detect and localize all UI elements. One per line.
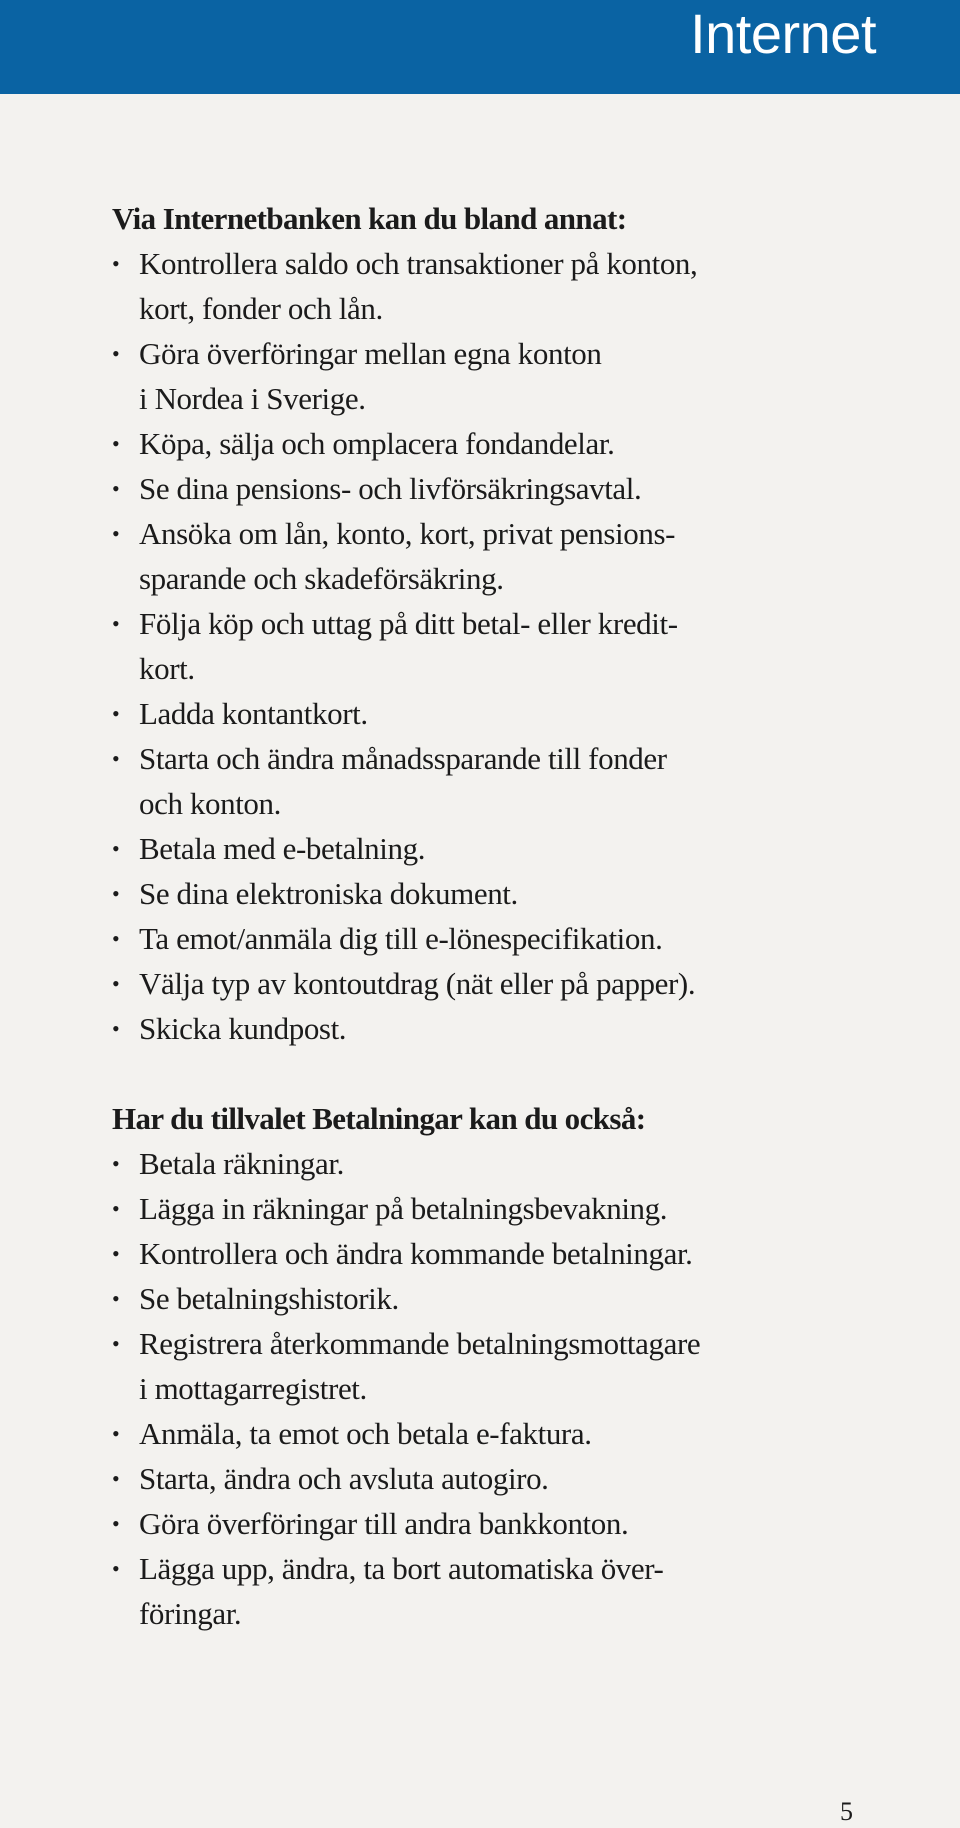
list-item-text: Ta emot/anmäla dig till e-lönespecifikation.	[139, 921, 663, 956]
list-item-text: Skicka kundpost.	[139, 1011, 347, 1046]
list-item	[112, 1411, 802, 1456]
main-content	[112, 196, 802, 1681]
list-item-text: Göra överföringar mellan egna konton	[139, 336, 602, 371]
list-item-text: Betala med e-betalning.	[139, 831, 426, 866]
list-item-text: Ladda kontantkort.	[139, 696, 368, 731]
bullet-icon: •	[112, 1286, 120, 1311]
list-item-text: Kontrollera och ändra kommande betalningar.	[139, 1236, 693, 1271]
list-item-text: Välja typ av kontoutdrag (nät eller på papper).	[139, 966, 696, 1001]
list-item	[112, 826, 802, 871]
bullet-icon: •	[112, 251, 120, 276]
list-item-text: kort.	[139, 651, 195, 686]
list-item	[112, 241, 802, 331]
list-item-text: Se betalningshistorik.	[139, 1281, 399, 1316]
list-item	[112, 1456, 802, 1501]
list-item-text: Kontrollera saldo och transaktioner på konton,	[139, 246, 698, 281]
list-item	[112, 511, 802, 601]
list-item	[112, 1186, 802, 1231]
bullet-icon: •	[112, 1556, 120, 1581]
list-item-text: i mottagarregistret.	[139, 1371, 367, 1406]
bullet-icon: •	[112, 1466, 120, 1491]
list-item	[112, 691, 802, 736]
list-item-text: Se dina pensions- och livförsäkringsavtal.	[139, 471, 642, 506]
list-item-text: Starta, ändra och avsluta autogiro.	[139, 1461, 549, 1496]
bullet-list	[112, 1141, 802, 1636]
list-item-text: sparande och skadeförsäkring.	[139, 561, 504, 596]
bullet-icon: •	[112, 746, 120, 771]
list-item	[112, 1231, 802, 1276]
bullet-icon: •	[112, 836, 120, 861]
bullet-icon: •	[112, 1196, 120, 1221]
bullet-icon: •	[112, 926, 120, 951]
bullet-icon: •	[112, 701, 120, 726]
section-betalningar	[112, 1096, 802, 1636]
list-item	[112, 1546, 802, 1636]
bullet-icon: •	[112, 1511, 120, 1536]
list-item-text: Lägga upp, ändra, ta bort automatiska över-	[139, 1551, 664, 1586]
list-item	[112, 1501, 802, 1546]
list-item	[112, 961, 802, 1006]
list-item-text: Betala räkningar.	[139, 1146, 344, 1181]
list-item-text: Lägga in räkningar på betalningsbevakning.	[139, 1191, 668, 1226]
bullet-icon: •	[112, 341, 120, 366]
list-item-text: Registrera återkommande betalningsmottagare	[139, 1326, 701, 1361]
section-heading: Via Internetbanken kan du bland annat:	[112, 201, 627, 236]
list-item	[112, 421, 802, 466]
list-item	[112, 1276, 802, 1321]
bullet-icon: •	[112, 881, 120, 906]
bullet-list	[112, 241, 802, 1051]
list-item	[112, 1141, 802, 1186]
list-item	[112, 1321, 802, 1411]
bullet-icon: •	[112, 1241, 120, 1266]
bullet-icon: •	[112, 611, 120, 636]
section-heading: Har du tillvalet Betalningar kan du också:	[112, 1101, 646, 1136]
list-item	[112, 1006, 802, 1051]
list-item	[112, 601, 802, 691]
bullet-icon: •	[112, 1151, 120, 1176]
bullet-icon: •	[112, 1331, 120, 1356]
list-item-text: Anmäla, ta emot och betala e-faktura.	[139, 1416, 592, 1451]
list-item	[112, 916, 802, 961]
bullet-icon: •	[112, 971, 120, 996]
list-item-text: Följa köp och uttag på ditt betal- eller kredit-	[139, 606, 678, 641]
list-item-text: Ansöka om lån, konto, kort, privat pensions-	[139, 516, 676, 551]
list-item-text: föringar.	[139, 1596, 242, 1631]
list-item	[112, 466, 802, 511]
list-item-text: Starta och ändra månadssparande till fonder	[139, 741, 667, 776]
list-item-text: Se dina elektroniska dokument.	[139, 876, 518, 911]
list-item-text: i Nordea i Sverige.	[139, 381, 366, 416]
bullet-icon: •	[112, 1421, 120, 1446]
page-title: Internet	[690, 2, 876, 65]
list-item-text: Göra överföringar till andra bankkonton.	[139, 1506, 629, 1541]
list-item	[112, 736, 802, 826]
list-item-text: och konton.	[139, 786, 281, 821]
list-item	[112, 871, 802, 916]
page-number: 5	[840, 1797, 853, 1826]
list-item	[112, 331, 802, 421]
bullet-icon: •	[112, 476, 120, 501]
list-item-text: kort, fonder och lån.	[139, 291, 383, 326]
bullet-icon: •	[112, 1016, 120, 1041]
list-item-text: Köpa, sälja och omplacera fondandelar.	[139, 426, 615, 461]
bullet-icon: •	[112, 521, 120, 546]
header-bar	[0, 0, 960, 94]
bullet-icon: •	[112, 431, 120, 456]
section-internetbanken	[112, 196, 802, 1051]
